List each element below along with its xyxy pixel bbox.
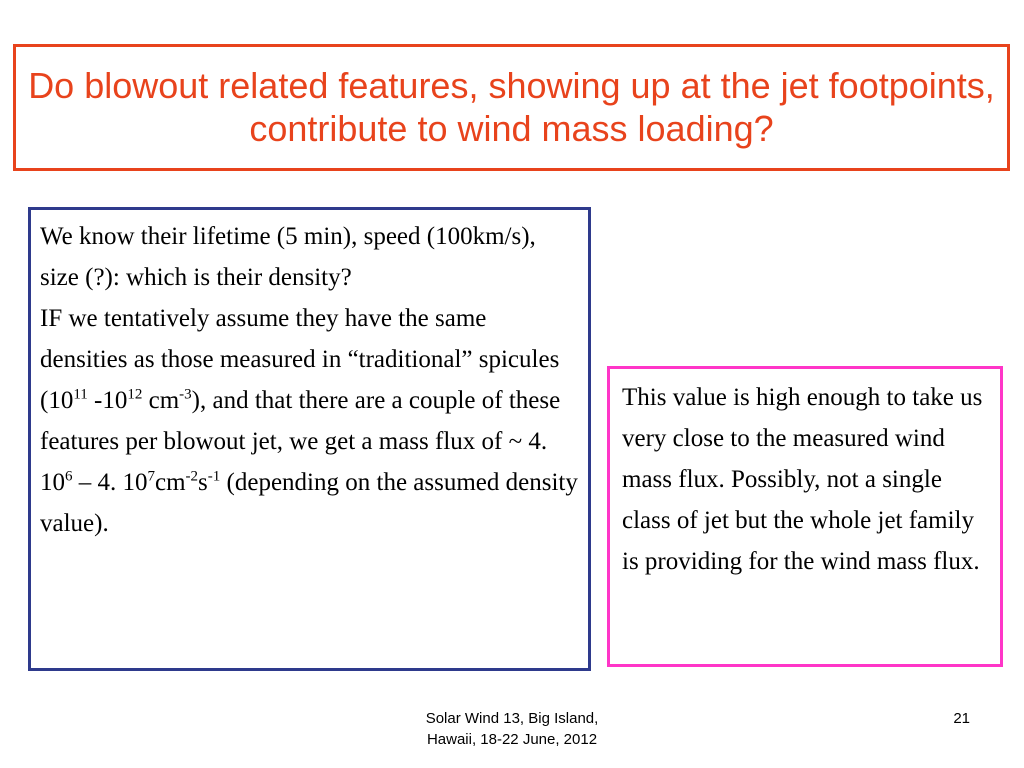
text-run: s [198,469,208,496]
footer-line: Hawaii, 18-22 June, 2012 [426,731,598,748]
superscript: 7 [147,468,155,485]
text-run: IF we tentatively assume they have the same densities as those measured in “traditional” spicules (10 [40,305,560,414]
paragraph-known-properties: We know their lifetime (5 min), speed (100km/s), size (?): which is their density? [40,223,536,291]
superscript: 6 [65,468,73,485]
text-run: – 4. 10 [72,469,148,496]
title-box [13,44,1010,171]
content-box-right [607,366,1003,667]
text-run: cm [142,387,180,414]
superscript: -3 [179,386,192,403]
text-run: ), and that there are a couple of these features per blowout jet, we get a mass flux of ~ 4. 10 [40,387,561,496]
paragraph-mass-flux-estimate [40,298,580,544]
superscript: -1 [207,468,221,485]
slide-title: Do blowout related features, showing up at the jet footpoints, contribute to wind mass loading? [28,65,995,149]
text-run: (depending on the assumed density value). [40,469,578,537]
superscript: 12 [127,386,143,403]
superscript: 11 [73,386,88,403]
superscript: -2 [185,468,199,485]
content-box-left [28,207,591,671]
paragraph-conclusion: This value is high enough to take us very close to the measured wind mass flux. Possibly, not a single class of jet but the whole jet family is providing for the wind mass flux. [622,384,983,575]
text-run: -10 [87,387,128,414]
text-run: cm [155,469,186,496]
page-number: 21 [953,710,970,727]
footer-line: Solar Wind 13, Big Island, [425,710,599,727]
footer [380,708,644,750]
